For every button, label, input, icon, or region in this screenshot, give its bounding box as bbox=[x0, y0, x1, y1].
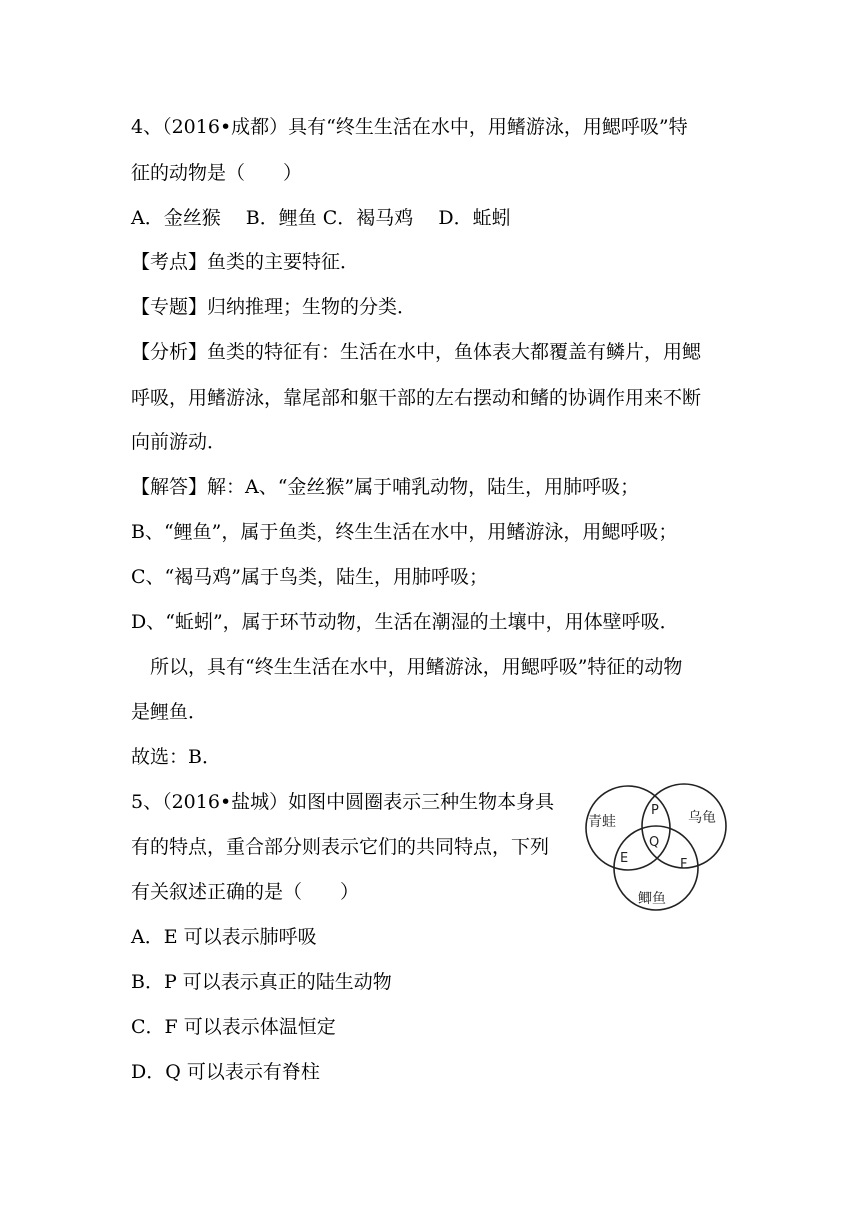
venn-diagram bbox=[580, 778, 736, 914]
q4-fenxi-line3: 向前游动． bbox=[131, 431, 227, 453]
q5-stem-line1: 5、（2016•盐城）如图中圆圈表示三种生物本身具 bbox=[131, 791, 555, 813]
venn-region-f: F bbox=[680, 857, 688, 872]
q5-option-c: C．F 可以表示体温恒定 bbox=[131, 1016, 336, 1038]
venn-region-q: Q bbox=[649, 835, 660, 850]
q4-summary-line2: 是鲤鱼． bbox=[131, 701, 208, 723]
venn-label-frog: 青蛙 bbox=[588, 814, 616, 830]
q4-stem-line1: 4、（2016•成都）具有“终生生活在水中，用鳍游泳，用鳃呼吸”特 bbox=[131, 116, 688, 138]
q4-stem-line2: 征的动物是（ ） bbox=[131, 162, 303, 184]
q4-fenxi-line1: 【分析】鱼类的特征有：生活在水中，鱼体表大都覆盖有鳞片，用鳃 bbox=[131, 341, 702, 363]
q4-fenxi-line2: 呼吸，用鳍游泳，靠尾部和躯干部的左右摆动和鳍的协调作用来不断 bbox=[131, 387, 702, 409]
q5-option-b: B．P 可以表示真正的陆生动物 bbox=[131, 971, 392, 993]
q4-options: A．金丝猴 B．鲤鱼 C．褐马鸡 D．蚯蚓 bbox=[131, 207, 511, 229]
q4-kaodian: 【考点】鱼类的主要特征． bbox=[131, 251, 360, 273]
q4-jieda-line1: 【解答】解：A、“金丝猴”属于哺乳动物，陆生，用肺呼吸； bbox=[131, 476, 640, 498]
q4-jieda-line2: B、“鲤鱼”，属于鱼类，终生生活在水中，用鳍游泳，用鳃呼吸； bbox=[131, 521, 678, 543]
q5-option-a: A．E 可以表示肺呼吸 bbox=[131, 926, 317, 948]
q5-stem-line3: 有关叙述正确的是（ ） bbox=[131, 881, 360, 903]
venn-label-fish: 鲫鱼 bbox=[638, 891, 666, 907]
venn-region-p: P bbox=[651, 803, 659, 818]
venn-label-turtle: 乌龟 bbox=[688, 810, 716, 826]
q5-option-d: D．Q 可以表示有脊柱 bbox=[131, 1061, 320, 1083]
q4-answer: 故选：B． bbox=[131, 746, 221, 768]
q4-jieda-line4: D、“蚯蚓”，属于环节动物，生活在潮湿的土壤中，用体壁呼吸． bbox=[131, 611, 679, 633]
venn-region-e: E bbox=[620, 851, 629, 866]
q4-summary-line1: 所以，具有“终生生活在水中，用鳍游泳，用鳃呼吸”特征的动物 bbox=[150, 656, 683, 678]
q5-stem-line2: 有的特点，重合部分则表示它们的共同特点，下列 bbox=[131, 836, 550, 858]
q4-jieda-line3: C、“褐马鸡”属于鸟类，陆生，用肺呼吸； bbox=[131, 566, 488, 588]
q4-zhuanti: 【专题】归纳推理；生物的分类． bbox=[131, 296, 417, 318]
